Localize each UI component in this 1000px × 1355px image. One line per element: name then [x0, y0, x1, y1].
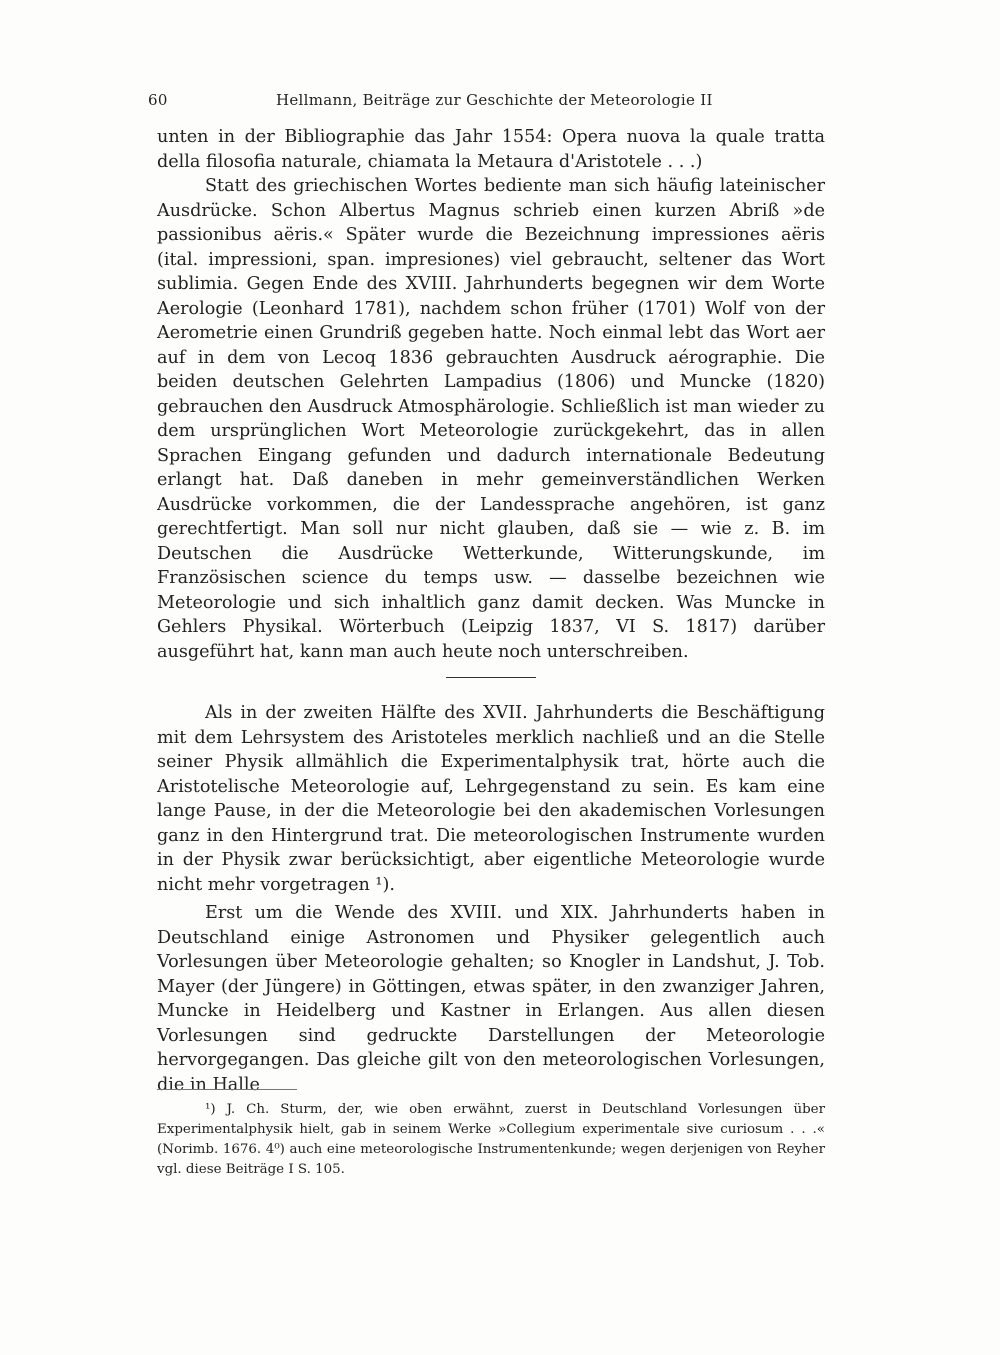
section-one	[157, 125, 825, 664]
footnote-divider	[157, 1089, 297, 1090]
footnote-text: ¹) J. Ch. Sturm, der, wie oben erwähnt, zuerst in Deutschland Vorlesungen über Experimentalphysik hielt, gab in seinem Werke »Collegium experimentale sive curiosum . . .« (Norimb. 1676. 4⁰) auch eine meteorologische Instrumentenkunde; wegen derjenigen von Reyher vgl. diese Beiträge I S. 105.	[157, 1102, 825, 1177]
section-two	[157, 701, 825, 1097]
footnote	[157, 1100, 825, 1180]
paragraph-terminology: Statt des griechischen Wortes bediente man sich häufig lateinischer Ausdrücke. Schon Albertus Magnus schrieb einen kurzen Abriß »de passionibus aëris.« Später wurde die Bezeichnung impressiones aëris (ital. impressioni, span. impresiones) viel gebraucht, seltener das Wort sublimia. Gegen Ende des XVIII. Jahrhunderts begegnen wir dem Worte Aerologie (Leonhard 1781), nachdem schon früher (1701) Wolf von der Aerometrie einen Grundriß gegeben hatte. Noch einmal lebt das Wort aer auf in dem von Lecoq 1836 gebrauchten Ausdruck aérographie. Die beiden deutschen Gelehrten Lampadius (1806) und Muncke (1820) gebrauchen den Ausdruck Atmosphärologie. Schließlich ist man wieder zu dem ursprünglichen Wort Meteorologie zurückgekehrt, das in allen Sprachen Eingang gefunden und dadurch internationale Bedeutung erlangt hat. Daß daneben in mehr gemeinverständlichen Werken Ausdrücke vorkommen, die der Landessprache angehören, ist ganz gerechtfertigt. Man soll nur nicht glauben, daß sie — wie z. B. im Deutschen die Ausdrücke Wetterkunde, Witterungskunde, im Französischen science du temps usw. — dasselbe bezeichnen wie Meteorologie und sich inhaltlich ganz damit decken. Was Muncke in Gehlers Physikal. Wörterbuch (Leipzig 1837, VI S. 1817) darüber ausgeführt hat, kann man auch heute noch unterschreiben.	[157, 176, 825, 662]
paragraph-lectures: Erst um die Wende des XVIII. und XIX. Jahrhunderts haben in Deutschland einige Astronomen und Physiker gelegentlich auch Vorlesungen über Meteorologie gehalten; so Knogler in Landshut, J. Tob. Mayer (der Jüngere) in Göttingen, etwas später, in den zwanziger Jahren, Muncke in Heidelberg und Kastner in Erlangen. Aus allen diesen Vorlesungen sind gedruckte Darstellungen der Meteorologie hervorgegangen. Das gleiche gilt von den meteorologischen Vorlesungen, die in Halle	[157, 903, 825, 1095]
page-header	[148, 91, 828, 115]
section-divider	[446, 677, 536, 678]
paragraph-aristotle-decline: Als in der zweiten Hälfte des XVII. Jahrhunderts die Beschäftigung mit dem Lehrsystem des Aristoteles merklich nachließ und an die Stelle seiner Physik allmählich die Experimentalphysik trat, hörte auch die Aristotelische Meteorologie auf, Lehrgegenstand zu sein. Es kam eine lange Pause, in der die Meteorologie bei den akademischen Vorlesungen ganz in den Hintergrund trat. Die meteorologischen Instrumente wurden in der Physik zwar berücksichtigt, aber eigentliche Meteorologie wurde nicht mehr vorgetragen ¹).	[157, 703, 825, 895]
running-head: Hellmann, Beiträge zur Geschichte der Meteorologie II	[276, 91, 713, 109]
paragraph-continuation: unten in der Bibliographie das Jahr 1554: Opera nuova la quale tratta della filosofia naturale, chiamata la Metaura d'Aristotele . . .)	[157, 127, 825, 172]
page-number: 60	[148, 91, 168, 109]
